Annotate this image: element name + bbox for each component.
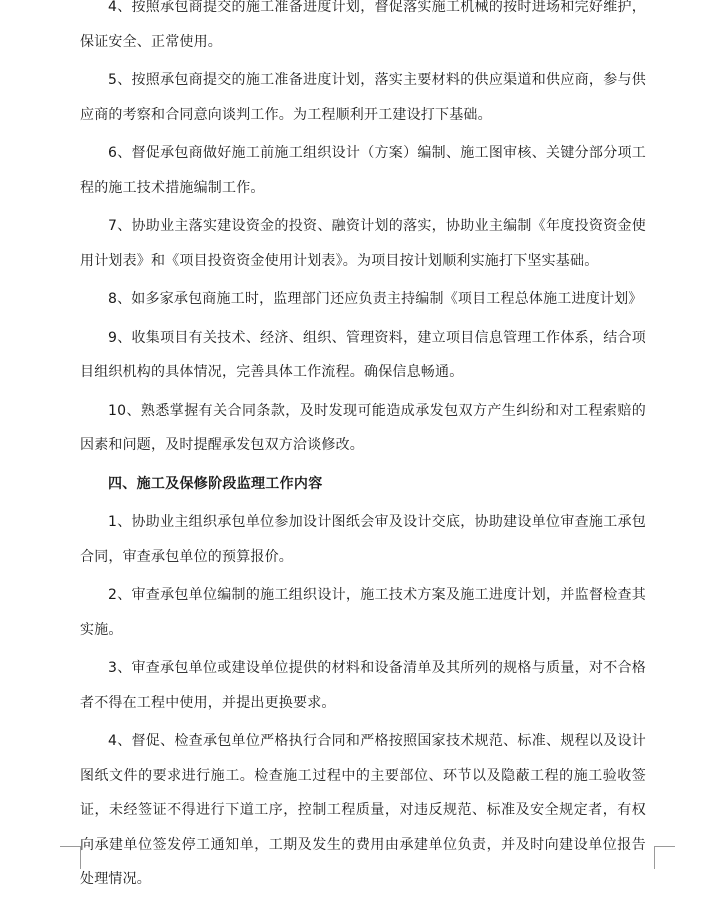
paragraph-item-8: 8、如多家承包商施工时，监理部门还应负责主持编制《项目工程总体施工进度计划》 bbox=[108, 291, 643, 307]
paragraph-item-4: 4、按照承包商提交的施工准备进度计划，督促落实施工机械的按时进场和完好维护，保证安全、正常使用。 bbox=[80, 0, 646, 50]
margin-corner-mark-right bbox=[654, 846, 675, 869]
document-body bbox=[80, 0, 646, 901]
paragraph-item-5: 5、按照承包商提交的施工准备进度计划，落实主要材料的供应渠道和供应商，参与供应商的考察和合同意向谈判工作。为工程顺利开工建设打下基础。 bbox=[80, 72, 646, 123]
section-paragraph-item-2: 2、审查承包单位编制的施工组织设计，施工技术方案及施工进度计划，并监督检查其实施。 bbox=[80, 587, 646, 638]
margin-corner-mark-left bbox=[60, 846, 81, 869]
paragraph-item-9: 9、收集项目有关技术、经济、组织、管理资料，建立项目信息管理工作体系，结合项目组织机构的具体情况，完善具体工作流程。确保信息畅通。 bbox=[80, 329, 646, 380]
paragraph-item-6: 6、督促承包商做好施工前施工组织设计（方案）编制、施工图审核、关键分部分项工程的施工技术措施编制工作。 bbox=[80, 145, 646, 196]
section-paragraph-item-1: 1、协助业主组织承包单位参加设计图纸会审及设计交底，协助建设单位审查施工承包合同，审查承包单位的预算报价。 bbox=[80, 514, 646, 565]
paragraph-item-10: 10、熟悉掌握有关合同条款，及时发现可能造成承发包双方产生纠纷和对工程索赔的因素和问题，及时提醒承发包双方洽谈修改。 bbox=[80, 402, 646, 453]
section-heading: 四、施工及保修阶段监理工作内容 bbox=[108, 475, 323, 492]
section-paragraph-item-4: 4、督促、检查承包单位严格执行合同和严格按照国家技术规范、标准、规程以及设计图纸文件的要求进行施工。检查施工过程中的主要部位、环节以及隐蔽工程的施工验收签证，未经签证不得进行下道工序，控制工程质量，对违反规范、标准及安全规定者，有权向承建单位签发停工通知单，工期及发生的费用由承建单位负责，并及时向建设单位报告处理情况。 bbox=[80, 733, 646, 887]
paragraph-item-7: 7、协助业主落实建设资金的投资、融资计划的落实，协助业主编制《年度投资资金使用计划表》和《项目投资资金使用计划表》。为项目按计划顺利实施打下坚实基础。 bbox=[80, 218, 646, 269]
section-paragraph-item-3: 3、审查承包单位或建设单位提供的材料和设备清单及其所列的规格与质量，对不合格者不得在工程中使用，并提出更换要求。 bbox=[80, 660, 646, 711]
